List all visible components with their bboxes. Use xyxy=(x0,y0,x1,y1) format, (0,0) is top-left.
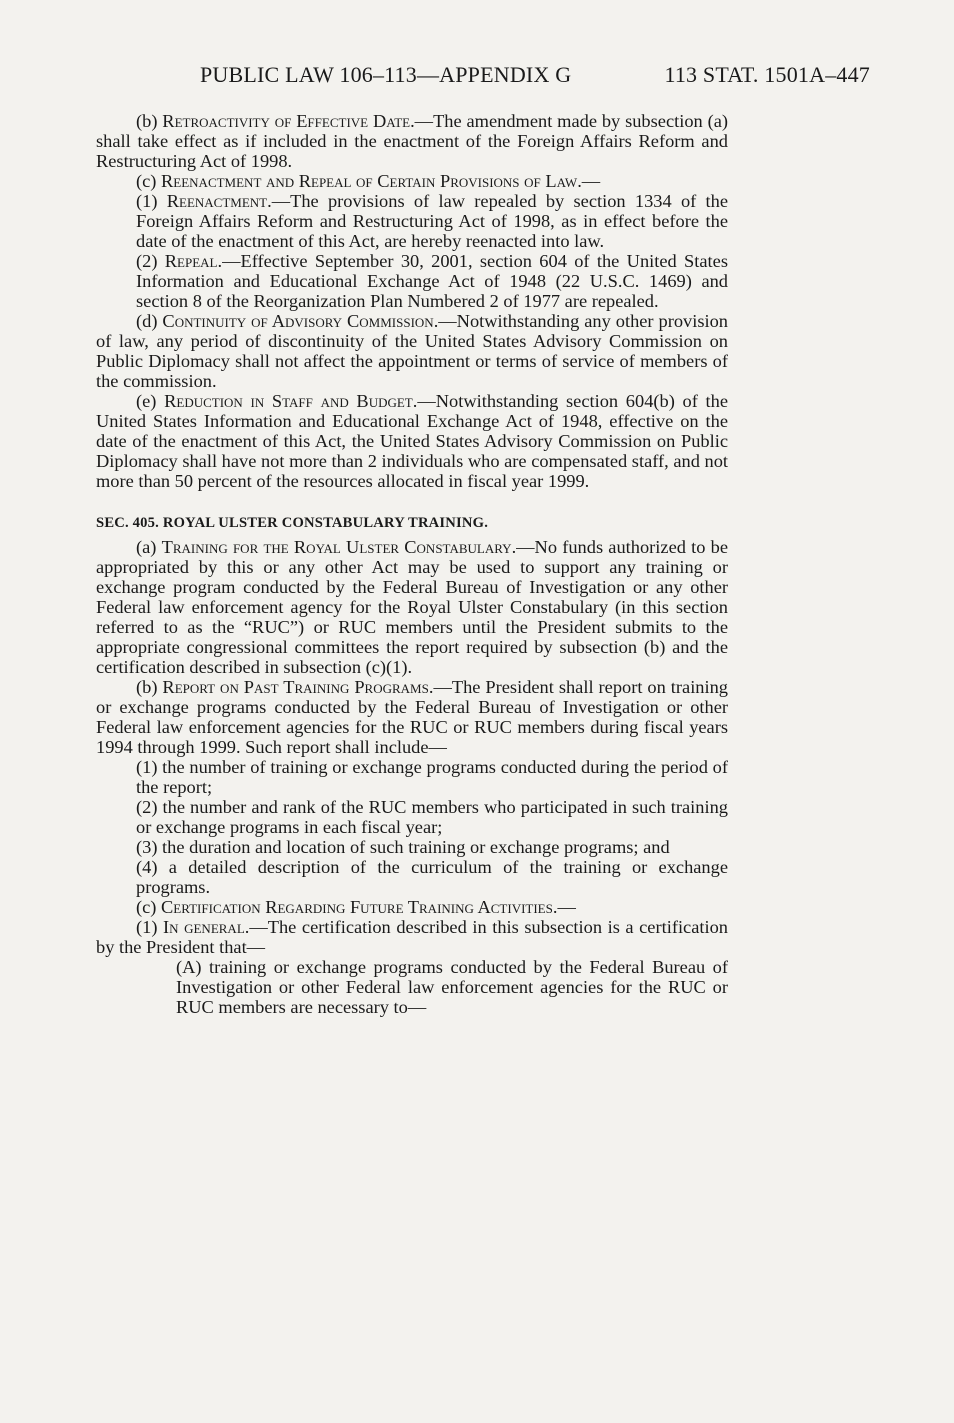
section-heading: SEC. 405. ROYAL ULSTER CONSTABULARY TRAINING. xyxy=(96,515,489,531)
header-page-ref: 113 STAT. 1501A–447 xyxy=(664,62,870,87)
running-header xyxy=(200,62,870,88)
list-item: (3) the duration and location of such training or exchange programs; and xyxy=(136,837,670,857)
header-title: PUBLIC LAW 106–113—APPENDIX G xyxy=(200,62,572,87)
list-item: (1) the number of training or exchange programs conducted during the period of the report; xyxy=(136,757,728,797)
paragraph-heading: Repeal xyxy=(164,251,218,271)
paragraph-heading: In general xyxy=(163,917,245,937)
document-body xyxy=(96,111,728,1017)
paragraph-b-retroactivity: (b) Retroactivity of Effective Date.—The amendment made by subsection (a) shall take effect as if included in the enactment of the Foreign Affairs Reform and Restructuring Act of 1998. xyxy=(96,111,728,171)
paragraph-heading: Training for the Royal Ulster Constabulary xyxy=(161,537,512,557)
section-paragraph-c: (c) Certification Regarding Future Training Activities.— xyxy=(136,897,576,917)
paragraph-heading: Report on Past Training Programs xyxy=(162,677,429,697)
paragraph-heading: Reenactment and Repeal of Certain Provisions of Law xyxy=(161,171,578,191)
paragraph-e-reduction: (e) Reduction in Staff and Budget.—Notwithstanding section 604(b) of the United States Information and Educational Exchange Act of 1948, effective on the date of the enactment of this Act, the United States Advisory Commission on Public Diplomacy shall have not more than 2 individuals who are compensated staff, and not more than 50 percent of the resources allocated in fiscal year 1999. xyxy=(96,391,729,491)
paragraph-heading: Retroactivity of Effective Date xyxy=(162,111,411,131)
paragraph-c-reenactment-repeal: (c) Reenactment and Repeal of Certain Provisions of Law.— xyxy=(136,171,601,191)
paragraph-heading: Reenactment xyxy=(166,191,268,211)
section-paragraph-a: (a) Training for the Royal Ulster Constabulary.—No funds authorized to be appropriated by this or any other Act may be used to support any training or exchange program conducted by the Federal Bureau of Investigation or any other Federal law enforcement agency for the Royal Ulster Constabulary (in this section referred to as the “RUC”) or RUC members until the President submits to the appropriate congressional committees the report required by subsection (b) and the certification described in subsection (c)(1). xyxy=(96,537,728,677)
paragraph-c1-reenactment: (1) Reenactment.—The provisions of law repealed by section 1334 of the Foreign Affairs Reform and Restructuring Act of 1998, as in effect before the date of the enactment of this Act, are hereby reenacted into law. xyxy=(136,191,729,251)
paragraph-heading: Continuity of Advisory Commission xyxy=(162,311,434,331)
section-paragraph-c1: (1) In general.—The certification described in this subsection is a certification by the President that— xyxy=(96,917,728,957)
paragraph-d-continuity: (d) Continuity of Advisory Commission.—Notwithstanding any other provision of law, any period of discontinuity of the United States Advisory Commission on Public Diplomacy shall not affect the appointment or terms of service of members of the commission. xyxy=(96,311,728,391)
paragraph-heading: Certification Regarding Future Training Activities xyxy=(161,897,553,917)
list-item: (4) a detailed description of the curriculum of the training or exchange programs. xyxy=(136,857,728,897)
paragraph-heading: Reduction in Staff and Budget xyxy=(164,391,413,411)
section-paragraph-c1-A: (A) training or exchange programs conducted by the Federal Bureau of Investigation or other Federal law enforcement agencies for the RUC or RUC members are necessary to— xyxy=(176,957,728,1017)
paragraph-c2-repeal: (2) Repeal.—Effective September 30, 2001, section 604 of the United States Information and Educational Exchange Act of 1948 (22 U.S.C. 1469) and section 8 of the Reorganization Plan Numbered 2 of 1977 are repealed. xyxy=(136,251,728,311)
section-paragraph-b: (b) Report on Past Training Programs.—The President shall report on training or exchange programs conducted by the Federal Bureau of Investigation or other Federal law enforcement agencies for the RUC or RUC members during fiscal years 1994 through 1999. Such report shall include— xyxy=(96,677,728,757)
list-item: (2) the number and rank of the RUC members who participated in such training or exchange programs in each fiscal year; xyxy=(136,797,728,837)
